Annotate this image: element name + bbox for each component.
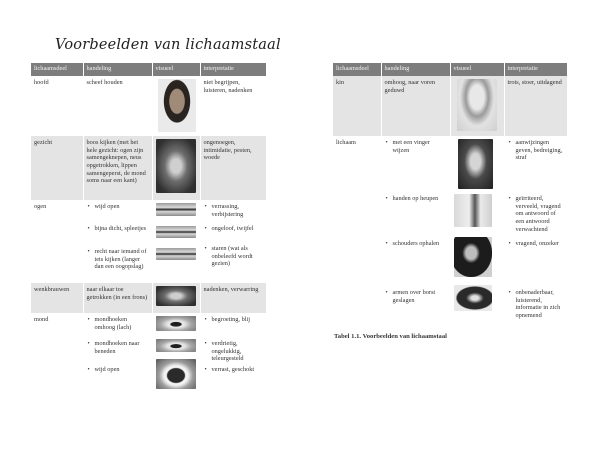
body-part: ogen [34, 203, 47, 210]
action: • wijd open [87, 366, 149, 374]
interpretation: ongenoegen, intimidatie, pesten, woede [200, 136, 266, 200]
body-part: hoofd [34, 79, 49, 86]
header-interpretatie: interpretatie [200, 63, 266, 76]
table-row [31, 76, 266, 136]
crossed-arms-photo [454, 285, 492, 311]
narrow-eyes-photo [156, 226, 196, 238]
header-visueel: visueel [152, 63, 200, 76]
interpretation: • onbenaderbaar, luisterend, informatie in zich opnemend [508, 289, 565, 320]
staring-eyes-photo [156, 248, 196, 260]
header-lichaamsdeel: lichaamsdeel [333, 63, 381, 76]
interpretation: • verrassing, verbijstering [204, 203, 264, 225]
interpretation: • aanwijzingen geven, bedreiging, straf [508, 139, 565, 195]
frown-photo [156, 286, 196, 306]
open-mouth-photo [156, 359, 196, 389]
interpretation: • staren (wat als onbeleefd wordt gezien) [204, 245, 264, 268]
header-visueel: visueel [450, 63, 504, 76]
interpretation: • verrast, geschokt [204, 366, 264, 374]
wide-eyes-photo [156, 203, 196, 216]
body-part: kin [333, 76, 381, 136]
sad-mouth-photo [156, 339, 196, 352]
interpretation: trots, stoer, uitdagend [504, 76, 567, 136]
interpretation: • begroeting, blij [204, 316, 264, 340]
interpretation: • vragend, onzeker [508, 240, 565, 289]
action: scheef houden [83, 76, 152, 136]
visual-cell [152, 283, 200, 313]
body-part: lichaam [336, 139, 356, 146]
action: omhoog, naar voren geduwd [381, 76, 450, 136]
header-interpretatie: interpretatie [504, 63, 567, 76]
action: naar elkaar toe getrokken (in een frons) [83, 283, 152, 313]
action: boos kijken (met het hele gezicht: ogen zijn samengeknepen, neus opgetrokken, lippen samengeperst, de mond soms naar een kant) [83, 136, 152, 200]
header-handeling: handeling [83, 63, 152, 76]
table-row [31, 313, 266, 397]
body-part: mond [34, 316, 49, 323]
action: • met een vinger wijzen [385, 139, 447, 195]
body-language-table-right [333, 63, 567, 324]
hands-on-hips-photo [454, 194, 492, 227]
table-row [333, 136, 567, 324]
action: • armen over borst geslagen [385, 289, 447, 304]
pointing-finger-photo [458, 139, 493, 189]
visual-cell [450, 76, 504, 136]
action: • handen op heupen [385, 195, 447, 240]
visual-cell [450, 136, 504, 324]
interpretation: • verdrietig, ongelukkig, teleurgesteld [204, 340, 264, 366]
action: • schouders ophalen [385, 240, 447, 289]
visual-cell [152, 200, 200, 283]
table-row [31, 200, 266, 283]
shrug-photo [454, 237, 492, 277]
visual-cell [152, 76, 200, 136]
body-part: wenkbrauwen [31, 283, 83, 313]
page-title: Voorbeelden van lichaamstaal [55, 37, 281, 53]
interpretation: • ongeloof, twijfel [204, 225, 264, 245]
interpretation: • geïrriteerd, verveeld, vragend om antwoord of een antwoord verwachtend [508, 195, 565, 240]
chin-up-photo [457, 79, 497, 131]
angry-face-photo [156, 139, 196, 193]
interpretation: niet begrijpen, luisteren, nadenken [200, 76, 266, 136]
portrait-photo [158, 79, 196, 132]
header-handeling: handeling [381, 63, 450, 76]
table-caption: Tabel 1.1. Voorbeelden van lichaamstaal [334, 333, 447, 340]
smile-photo [156, 316, 196, 331]
body-language-table-left [31, 63, 266, 397]
interpretation: nadenken, verwarring [200, 283, 266, 313]
action: • recht naar iemand of iets kijken (langer dan een oogopslag) [87, 248, 149, 271]
table-row [31, 283, 266, 313]
action: • wijd open [87, 203, 149, 225]
action: • mondhoeken omhoog (lach) [87, 316, 149, 340]
header-lichaamsdeel: lichaamsdeel [31, 63, 83, 76]
action: • bijna dicht, spleetjes [87, 225, 149, 248]
visual-cell [152, 313, 200, 397]
visual-cell [152, 136, 200, 200]
body-part: gezicht [31, 136, 83, 200]
action: • mondhoeken naar beneden [87, 340, 149, 366]
table-row [31, 136, 266, 200]
table-row [333, 76, 567, 136]
